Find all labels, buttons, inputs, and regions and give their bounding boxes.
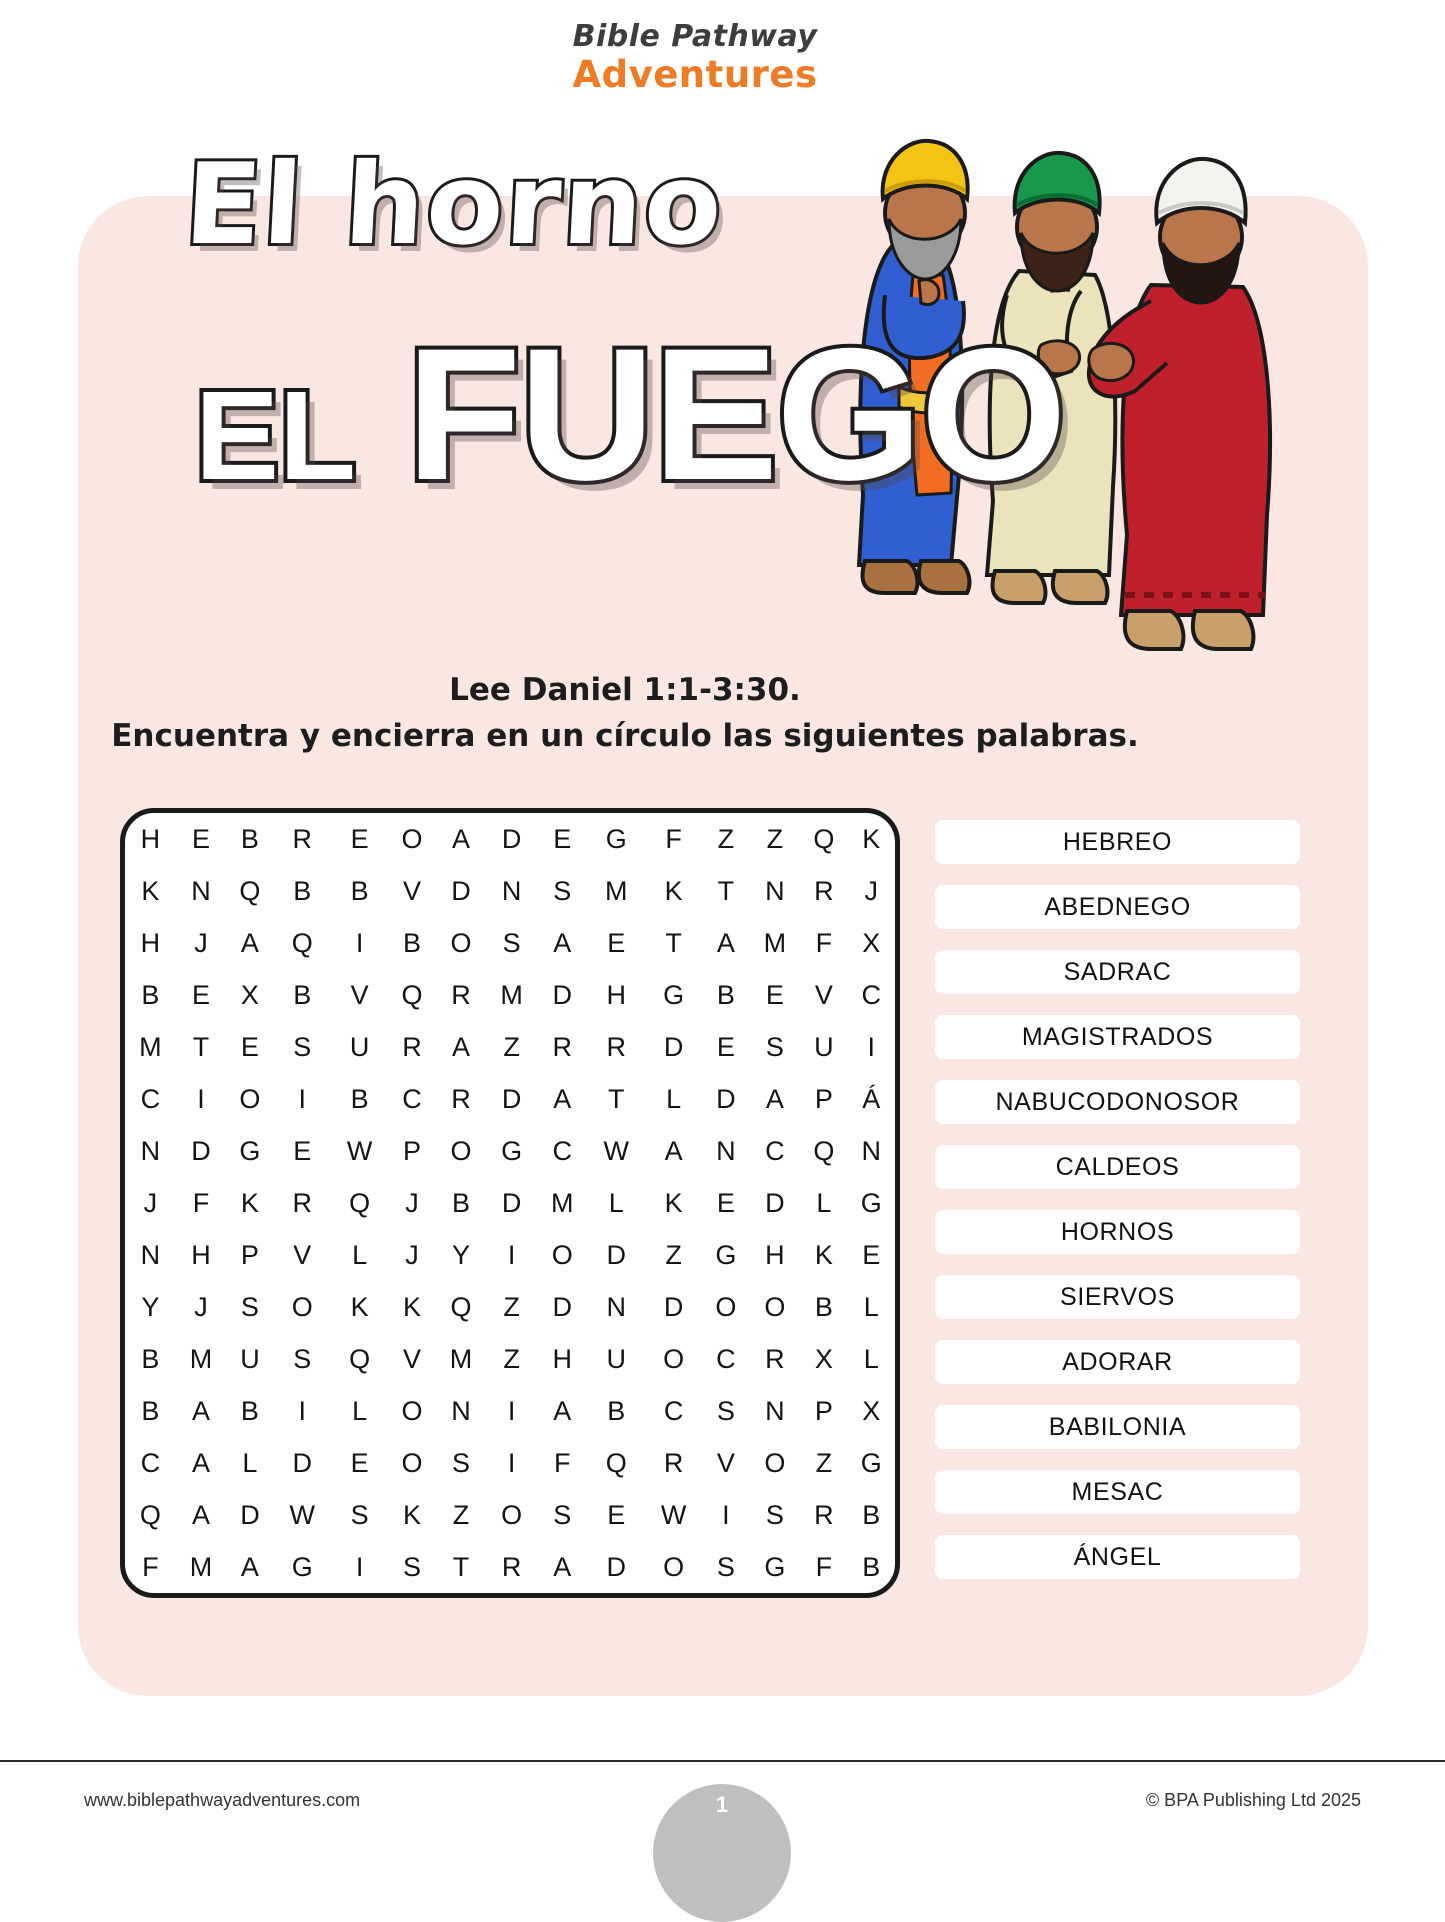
- grid-cell[interactable]: H: [140, 823, 161, 854]
- grid-cell[interactable]: G: [860, 1187, 882, 1218]
- letter-grid: [125, 813, 895, 1593]
- grid-cell[interactable]: E: [350, 1447, 369, 1478]
- grid-cell[interactable]: D: [765, 1187, 785, 1218]
- grid-cell[interactable]: Z: [766, 823, 784, 854]
- grid-cell[interactable]: V: [402, 875, 421, 906]
- grid-cell[interactable]: I: [507, 1447, 516, 1478]
- grid-cell[interactable]: B: [141, 1395, 160, 1426]
- grid-cell[interactable]: S: [350, 1499, 369, 1530]
- grid-cell[interactable]: B: [141, 979, 160, 1010]
- word-list-item[interactable]: SADRAC: [935, 950, 1300, 994]
- grid-cell[interactable]: R: [663, 1447, 684, 1478]
- grid-cell[interactable]: M: [139, 1031, 162, 1062]
- grid-cell[interactable]: L: [352, 1239, 368, 1270]
- grid-cell[interactable]: J: [864, 875, 879, 906]
- grid-cell[interactable]: K: [664, 1187, 683, 1218]
- grid-cell[interactable]: D: [552, 1291, 572, 1322]
- grid-cell[interactable]: L: [816, 1187, 832, 1218]
- grid-cell[interactable]: C: [663, 1395, 684, 1426]
- grid-cell[interactable]: G: [605, 823, 627, 854]
- title-line-1: El horno: [181, 140, 727, 270]
- grid-cell[interactable]: Q: [813, 1135, 835, 1166]
- grid-row: [125, 1541, 895, 1593]
- grid-row: [125, 1489, 895, 1541]
- grid-cell[interactable]: R: [451, 979, 471, 1010]
- grid-cell[interactable]: O: [401, 823, 423, 854]
- grid-cell[interactable]: R: [765, 1343, 785, 1374]
- grid-cell[interactable]: Z: [503, 1343, 520, 1374]
- grid-cell[interactable]: S: [293, 1031, 312, 1062]
- grid-cell[interactable]: Z: [815, 1447, 833, 1478]
- grid-cell[interactable]: V: [402, 1343, 421, 1374]
- grid-cell[interactable]: J: [194, 1291, 208, 1322]
- grid-cell[interactable]: O: [501, 1499, 523, 1530]
- grid-cell[interactable]: G: [239, 1135, 261, 1166]
- grid-cell[interactable]: S: [716, 1395, 735, 1426]
- word-list-item[interactable]: HORNOS: [935, 1210, 1300, 1254]
- grid-cell[interactable]: Q: [139, 1499, 161, 1530]
- grid-row: [125, 1229, 895, 1281]
- grid-cell[interactable]: A: [765, 1083, 784, 1114]
- grid-row: [125, 865, 895, 917]
- grid-cell[interactable]: X: [862, 927, 881, 958]
- grid-cell[interactable]: V: [350, 979, 369, 1010]
- grid-cell[interactable]: H: [140, 927, 161, 958]
- grid-cell[interactable]: H: [606, 979, 626, 1010]
- grid-cell[interactable]: T: [192, 1031, 210, 1062]
- grid-cell[interactable]: B: [451, 1187, 470, 1218]
- grid-cell[interactable]: O: [450, 927, 472, 958]
- word-list-item[interactable]: SIERVOS: [935, 1275, 1300, 1319]
- grid-cell[interactable]: G: [860, 1447, 882, 1478]
- grid-cell[interactable]: N: [861, 1135, 882, 1166]
- grid-cell[interactable]: D: [501, 1083, 522, 1114]
- grid-cell[interactable]: E: [607, 1499, 626, 1530]
- grid-cell[interactable]: J: [143, 1187, 158, 1218]
- word-list-item[interactable]: ABEDNEGO: [935, 885, 1300, 929]
- brand-logo: [530, 19, 860, 112]
- grid-cell[interactable]: L: [242, 1447, 258, 1478]
- grid-cell[interactable]: I: [867, 1031, 876, 1062]
- grid-cell[interactable]: N: [716, 1135, 736, 1166]
- grid-cell[interactable]: D: [716, 1083, 736, 1114]
- grid-cell[interactable]: D: [451, 875, 471, 906]
- grid-cell[interactable]: G: [663, 979, 685, 1010]
- grid-cell[interactable]: T: [607, 1083, 625, 1114]
- word-list-item[interactable]: BABILONIA: [935, 1405, 1300, 1449]
- grid-cell[interactable]: P: [402, 1135, 421, 1166]
- grid-cell[interactable]: K: [814, 1239, 833, 1270]
- grid-cell[interactable]: S: [402, 1551, 421, 1582]
- grid-cell[interactable]: J: [405, 1239, 419, 1270]
- grid-cell[interactable]: D: [663, 1031, 684, 1062]
- grid-cell[interactable]: W: [660, 1499, 687, 1530]
- grid-cell[interactable]: I: [355, 1551, 364, 1582]
- grid-cell[interactable]: A: [664, 1135, 683, 1166]
- grid-cell[interactable]: A: [240, 927, 259, 958]
- title-line-2: [195, 309, 1065, 519]
- grid-cell[interactable]: B: [240, 1395, 259, 1426]
- grid-cell[interactable]: W: [289, 1499, 316, 1530]
- grid-cell[interactable]: E: [240, 1031, 259, 1062]
- grid-cell[interactable]: F: [815, 1551, 833, 1582]
- grid-cell[interactable]: A: [240, 1551, 259, 1582]
- grid-row: [125, 1021, 895, 1073]
- grid-cell[interactable]: R: [814, 1499, 834, 1530]
- grid-row: [125, 1177, 895, 1229]
- grid-cell[interactable]: Á: [862, 1083, 881, 1114]
- grid-cell[interactable]: N: [140, 1135, 161, 1166]
- grid-cell[interactable]: O: [450, 1135, 472, 1166]
- grid-cell[interactable]: S: [553, 875, 572, 906]
- grid-cell[interactable]: K: [664, 875, 683, 906]
- grid-cell[interactable]: G: [715, 1239, 737, 1270]
- grid-cell[interactable]: L: [608, 1187, 624, 1218]
- grid-cell[interactable]: E: [607, 927, 626, 958]
- grid-cell[interactable]: X: [240, 979, 259, 1010]
- grid-cell[interactable]: O: [715, 1291, 737, 1322]
- grid-cell[interactable]: C: [140, 1447, 161, 1478]
- grid-cell[interactable]: M: [550, 1187, 574, 1218]
- grid-cell[interactable]: A: [191, 1395, 210, 1426]
- word-list-item[interactable]: HEBREO: [935, 820, 1300, 864]
- grid-cell[interactable]: C: [765, 1135, 785, 1166]
- grid-cell[interactable]: B: [814, 1291, 833, 1322]
- grid-cell[interactable]: E: [716, 1187, 735, 1218]
- grid-cell[interactable]: O: [764, 1291, 786, 1322]
- grid-cell[interactable]: H: [765, 1239, 785, 1270]
- grid-cell[interactable]: O: [401, 1447, 423, 1478]
- grid-cell[interactable]: M: [189, 1343, 213, 1374]
- grid-cell[interactable]: L: [352, 1395, 368, 1426]
- grid-cell[interactable]: E: [553, 823, 572, 854]
- grid-cell[interactable]: S: [451, 1447, 470, 1478]
- grid-cell[interactable]: B: [141, 1343, 160, 1374]
- word-list-item[interactable]: ÁNGEL: [935, 1535, 1300, 1579]
- grid-cell[interactable]: T: [665, 927, 682, 958]
- grid-cell[interactable]: P: [240, 1239, 259, 1270]
- grid-cell[interactable]: M: [604, 875, 628, 906]
- grid-cell[interactable]: M: [449, 1343, 473, 1374]
- grid-row: [125, 1073, 895, 1125]
- grid-cell[interactable]: R: [292, 823, 313, 854]
- grid-cell[interactable]: Q: [291, 927, 313, 958]
- grid-cell[interactable]: X: [862, 1395, 881, 1426]
- word-list-item[interactable]: MAGISTRADOS: [935, 1015, 1300, 1059]
- grid-cell[interactable]: I: [355, 927, 364, 958]
- grid-cell[interactable]: D: [292, 1447, 313, 1478]
- grid-cell[interactable]: A: [553, 1551, 572, 1582]
- word-list-item[interactable]: CALDEOS: [935, 1145, 1300, 1189]
- grid-cell[interactable]: S: [293, 1343, 312, 1374]
- grid-cell[interactable]: D: [191, 1135, 211, 1166]
- word-list-item[interactable]: MESAC: [935, 1470, 1300, 1514]
- grid-cell[interactable]: N: [765, 875, 785, 906]
- grid-cell[interactable]: F: [142, 1551, 159, 1582]
- word-search-grid[interactable]: [120, 808, 900, 1598]
- grid-cell[interactable]: P: [814, 1395, 833, 1426]
- grid-row: [125, 1281, 895, 1333]
- grid-cell[interactable]: G: [764, 1551, 786, 1582]
- grid-cell[interactable]: B: [862, 1499, 881, 1530]
- grid-cell[interactable]: O: [239, 1083, 261, 1114]
- grid-cell[interactable]: A: [451, 1031, 470, 1062]
- grid-cell[interactable]: V: [293, 1239, 312, 1270]
- grid-cell[interactable]: C: [402, 1083, 422, 1114]
- grid-cell[interactable]: C: [861, 979, 882, 1010]
- grid-row: [125, 969, 895, 1021]
- grid-cell[interactable]: S: [240, 1291, 259, 1322]
- grid-cell[interactable]: O: [663, 1551, 685, 1582]
- grid-cell[interactable]: A: [191, 1499, 210, 1530]
- grid-cell[interactable]: S: [765, 1031, 784, 1062]
- word-list: [935, 820, 1300, 1600]
- grid-cell[interactable]: Q: [349, 1187, 371, 1218]
- grid-cell[interactable]: Z: [665, 1239, 682, 1270]
- grid-row: [125, 1385, 895, 1437]
- grid-cell[interactable]: A: [716, 927, 735, 958]
- grid-cell[interactable]: A: [553, 1083, 572, 1114]
- title-line-2-large: FUEGO: [406, 309, 1065, 519]
- grid-cell[interactable]: C: [552, 1135, 572, 1166]
- grid-row: [125, 917, 895, 969]
- grid-row: [125, 813, 895, 865]
- grid-cell[interactable]: D: [606, 1551, 626, 1582]
- grid-cell[interactable]: X: [814, 1343, 833, 1374]
- grid-cell[interactable]: F: [192, 1187, 210, 1218]
- grid-cell[interactable]: U: [814, 1031, 834, 1062]
- grid-cell[interactable]: I: [507, 1395, 516, 1426]
- grid-cell[interactable]: O: [551, 1239, 573, 1270]
- grid-cell[interactable]: B: [293, 875, 312, 906]
- grid-cell[interactable]: Z: [503, 1291, 520, 1322]
- grid-cell[interactable]: I: [722, 1499, 730, 1530]
- grid-cell[interactable]: D: [240, 1499, 260, 1530]
- brand-logo-line1: Bible Pathway: [572, 19, 818, 54]
- grid-cell[interactable]: K: [402, 1291, 421, 1322]
- grid-cell[interactable]: S: [765, 1499, 784, 1530]
- grid-cell[interactable]: L: [863, 1343, 879, 1374]
- footer-copyright: © BPA Publishing Ltd 2025: [1145, 1790, 1361, 1810]
- grid-cell[interactable]: D: [552, 979, 572, 1010]
- grid-cell[interactable]: A: [451, 823, 470, 854]
- grid-cell[interactable]: C: [140, 1083, 161, 1114]
- grid-cell[interactable]: I: [298, 1083, 307, 1114]
- grid-cell[interactable]: I: [298, 1395, 307, 1426]
- instructions-task: Encuentra y encierra en un círculo las siguientes palabras.: [111, 718, 1139, 754]
- instructions-reference: Lee Daniel 1:1-3:30.: [449, 672, 801, 708]
- grid-cell[interactable]: T: [452, 1551, 470, 1582]
- grid-cell[interactable]: R: [451, 1083, 471, 1114]
- grid-cell[interactable]: A: [553, 1395, 572, 1426]
- grid-cell[interactable]: V: [814, 979, 833, 1010]
- grid-cell[interactable]: T: [717, 875, 735, 906]
- grid-cell[interactable]: E: [191, 823, 210, 854]
- grid-cell[interactable]: D: [501, 1187, 522, 1218]
- grid-cell[interactable]: N: [606, 1291, 626, 1322]
- footer-website[interactable]: www.biblepathwayadventures.com: [84, 1790, 361, 1810]
- grid-cell[interactable]: G: [291, 1551, 313, 1582]
- grid-cell[interactable]: J: [405, 1187, 419, 1218]
- title-line-2-small: EL: [195, 365, 357, 506]
- grid-cell[interactable]: N: [501, 875, 522, 906]
- grid-cell[interactable]: R: [292, 1187, 313, 1218]
- grid-cell[interactable]: B: [716, 979, 735, 1010]
- grid-cell[interactable]: N: [451, 1395, 471, 1426]
- grid-cell[interactable]: E: [862, 1239, 881, 1270]
- grid-cell[interactable]: E: [350, 823, 369, 854]
- brand-logo-line2: Adventures: [572, 53, 818, 96]
- grid-cell[interactable]: K: [350, 1291, 369, 1322]
- grid-cell[interactable]: R: [606, 1031, 626, 1062]
- grid-cell[interactable]: H: [552, 1343, 572, 1374]
- grid-cell[interactable]: Q: [239, 875, 261, 906]
- grid-row: [125, 1125, 895, 1177]
- grid-cell[interactable]: D: [606, 1239, 626, 1270]
- grid-cell[interactable]: D: [501, 823, 522, 854]
- grid-cell[interactable]: V: [716, 1447, 735, 1478]
- grid-cell[interactable]: Y: [141, 1291, 160, 1322]
- grid-cell[interactable]: S: [716, 1551, 735, 1582]
- grid-cell[interactable]: E: [191, 979, 210, 1010]
- grid-cell[interactable]: R: [501, 1551, 522, 1582]
- grid-cell[interactable]: R: [814, 875, 834, 906]
- grid-cell[interactable]: J: [194, 927, 208, 958]
- grid-cell[interactable]: S: [553, 1499, 572, 1530]
- grid-cell[interactable]: E: [716, 1031, 735, 1062]
- grid-cell[interactable]: O: [764, 1447, 786, 1478]
- grid-cell[interactable]: B: [293, 979, 312, 1010]
- grid-cell[interactable]: A: [191, 1447, 210, 1478]
- grid-cell[interactable]: U: [606, 1343, 626, 1374]
- footer-divider: [0, 1760, 1445, 1762]
- grid-cell[interactable]: Z: [452, 1499, 470, 1530]
- grid-cell[interactable]: Q: [401, 979, 423, 1010]
- grid-cell[interactable]: F: [553, 1447, 571, 1478]
- grid-cell[interactable]: Z: [503, 1031, 520, 1062]
- grid-row: [125, 1437, 895, 1489]
- grid-cell[interactable]: I: [197, 1083, 205, 1114]
- grid-cell[interactable]: K: [240, 1187, 259, 1218]
- grid-cell[interactable]: U: [349, 1031, 370, 1062]
- grid-cell[interactable]: C: [716, 1343, 736, 1374]
- grid-cell[interactable]: O: [401, 1395, 423, 1426]
- grid-cell[interactable]: I: [507, 1239, 516, 1270]
- grid-cell[interactable]: A: [553, 927, 572, 958]
- grid-cell[interactable]: O: [663, 1343, 685, 1374]
- grid-cell[interactable]: Q: [813, 823, 835, 854]
- grid-cell[interactable]: B: [402, 927, 421, 958]
- instructions: [0, 672, 1250, 754]
- grid-cell[interactable]: W: [346, 1135, 373, 1166]
- word-list-item[interactable]: NABUCODONOSOR: [935, 1080, 1300, 1124]
- grid-cell[interactable]: L: [863, 1291, 879, 1322]
- grid-cell[interactable]: W: [603, 1135, 629, 1166]
- grid-cell[interactable]: L: [666, 1083, 682, 1114]
- grid-cell[interactable]: P: [814, 1083, 833, 1114]
- page-number: 1: [715, 1792, 729, 1817]
- grid-cell[interactable]: M: [500, 979, 523, 1010]
- grid-cell[interactable]: N: [191, 875, 211, 906]
- grid-cell[interactable]: B: [350, 875, 369, 906]
- grid-cell[interactable]: M: [763, 927, 787, 958]
- grid-cell[interactable]: G: [501, 1135, 523, 1166]
- grid-cell[interactable]: H: [191, 1239, 211, 1270]
- grid-cell[interactable]: U: [240, 1343, 260, 1374]
- grid-cell[interactable]: F: [815, 927, 833, 958]
- grid-cell[interactable]: K: [862, 823, 881, 854]
- grid-cell[interactable]: K: [402, 1499, 421, 1530]
- grid-cell[interactable]: E: [293, 1135, 312, 1166]
- grid-cell[interactable]: B: [350, 1083, 369, 1114]
- grid-cell[interactable]: R: [402, 1031, 422, 1062]
- grid-cell[interactable]: R: [552, 1031, 572, 1062]
- grid-cell[interactable]: N: [140, 1239, 161, 1270]
- grid-cell[interactable]: Q: [349, 1343, 371, 1374]
- grid-cell[interactable]: O: [291, 1291, 313, 1322]
- grid-cell[interactable]: D: [663, 1291, 684, 1322]
- grid-cell[interactable]: Q: [605, 1447, 627, 1478]
- grid-cell[interactable]: B: [607, 1395, 626, 1426]
- grid-cell[interactable]: E: [765, 979, 784, 1010]
- grid-cell[interactable]: Q: [450, 1291, 472, 1322]
- grid-cell[interactable]: B: [862, 1551, 881, 1582]
- grid-cell[interactable]: Z: [717, 823, 735, 854]
- grid-row: [125, 1333, 895, 1385]
- grid-cell[interactable]: B: [240, 823, 259, 854]
- grid-cell[interactable]: Y: [451, 1239, 470, 1270]
- grid-cell[interactable]: F: [665, 823, 682, 854]
- word-list-item[interactable]: ADORAR: [935, 1340, 1300, 1384]
- grid-cell[interactable]: N: [765, 1395, 785, 1426]
- grid-cell[interactable]: M: [189, 1551, 213, 1582]
- grid-cell[interactable]: S: [502, 927, 521, 958]
- grid-cell[interactable]: K: [141, 875, 160, 906]
